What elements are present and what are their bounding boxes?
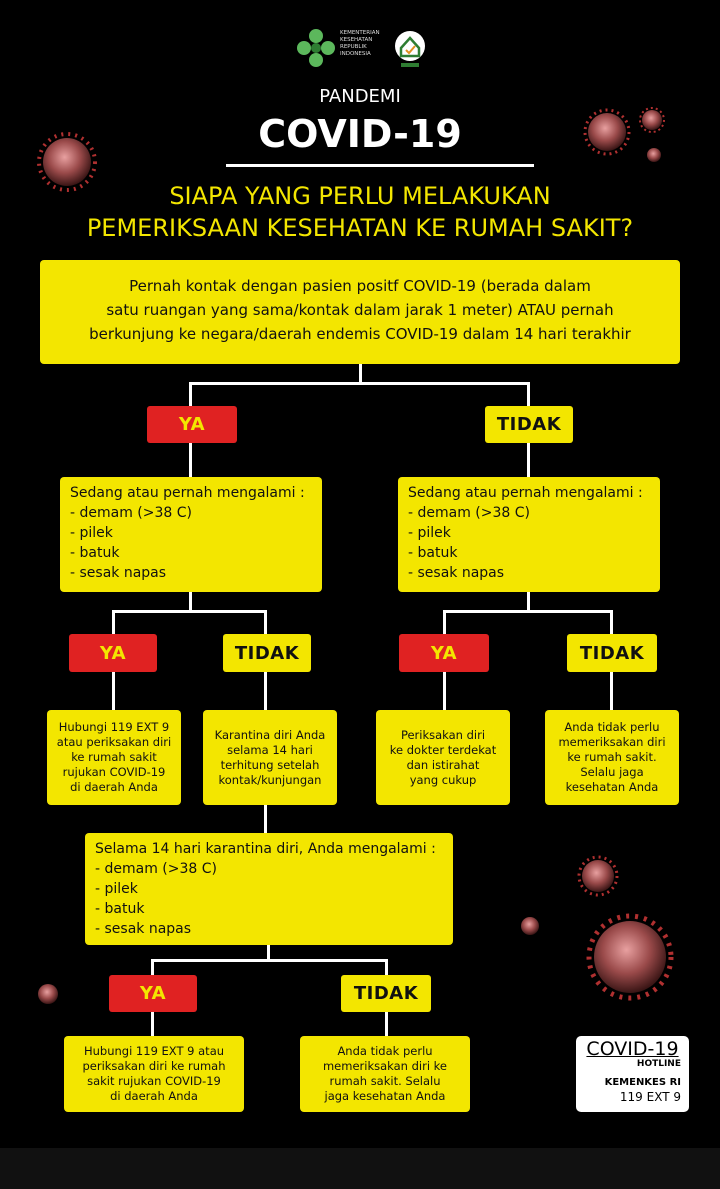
- outcome-box-hotline: [47, 710, 181, 805]
- question-line: PEMERIKSAAN KESEHATAN KE RUMAH SAKIT?: [86, 214, 634, 242]
- box-line: Periksakan diri: [400, 727, 486, 742]
- box-line: ke dokter terdekat: [389, 742, 497, 757]
- box-line: - sesak napas: [408, 565, 505, 581]
- box-line: ke rumah sakit.: [567, 750, 657, 764]
- hotline-title: COVID-19: [586, 1038, 679, 1060]
- question-line: SIAPA YANG PERLU MELAKUKAN: [169, 182, 551, 210]
- box-line: Sedang atau pernah mengalami :: [408, 485, 643, 501]
- box-line: memeriksakan diri: [558, 735, 666, 749]
- no-label: TIDAK: [341, 975, 431, 1012]
- box-line: - demam (>38 C): [70, 505, 193, 521]
- yes-label: YA: [399, 634, 489, 672]
- box-line: kesehatan Anda: [565, 780, 659, 794]
- box-line: - demam (>38 C): [408, 505, 531, 521]
- box-line: - sesak napas: [70, 565, 167, 581]
- logo-text-line: KEMENTERIAN: [340, 30, 380, 36]
- page-title: COVID-19: [258, 112, 462, 156]
- virus-icon: [579, 857, 617, 895]
- box-line: - sesak napas: [95, 921, 192, 937]
- no-label: TIDAK: [223, 634, 311, 672]
- box-line: - pilek: [95, 881, 138, 897]
- bottom-bar: [0, 1148, 720, 1189]
- box-line: - batuk: [95, 901, 145, 917]
- box-line: Selalu jaga: [580, 765, 644, 779]
- box-line: di daerah Anda: [110, 1089, 198, 1103]
- logo-text-line: KESEHATAN: [340, 37, 373, 43]
- symptoms-box-right: [398, 477, 660, 592]
- final-box-hotline: [64, 1036, 244, 1112]
- box-line: Anda tidak perlu: [337, 1044, 433, 1058]
- outcome-box-quarantine: [203, 710, 337, 805]
- box-line: periksakan diri ke rumah: [82, 1059, 226, 1073]
- box-line: selama 14 hari: [227, 742, 313, 757]
- logo-text-line: REPUBLIK: [340, 44, 367, 50]
- box-line: berkunjung ke negara/daerah endemis COVID-19 dalam 14 hari terakhir: [89, 325, 631, 343]
- yes-label: YA: [109, 975, 197, 1012]
- yes-label: YA: [69, 634, 157, 672]
- box-line: rujukan COVID-19: [62, 765, 166, 779]
- hotline-subtitle: HOTLINE: [636, 1059, 681, 1069]
- box-line: - demam (>38 C): [95, 861, 218, 877]
- box-line: memeriksakan diri ke: [322, 1059, 448, 1073]
- box-line: Hubungi 119 EXT 9 atau: [83, 1044, 225, 1058]
- box-line: - pilek: [70, 525, 113, 541]
- box-line: dan istirahat: [406, 757, 480, 772]
- virus-icon: [521, 917, 539, 935]
- subtitle: PANDEMI: [319, 86, 401, 107]
- box-line: jaga kesehatan Anda: [324, 1089, 446, 1103]
- final-box-no-need: [300, 1036, 470, 1112]
- box-line: rumah sakit. Selalu: [329, 1074, 441, 1088]
- box-line: satu ruangan yang sama/kontak dalam jarak 1 meter) ATAU pernah: [106, 301, 614, 319]
- question-heading: [0, 180, 720, 244]
- exposure-question-box: [40, 260, 680, 364]
- no-label: TIDAK: [567, 634, 657, 672]
- box-line: Selama 14 hari karantina diri, Anda mengalami :: [95, 841, 436, 857]
- box-line: Karantina diri Anda: [214, 727, 326, 742]
- box-line: - batuk: [408, 545, 458, 561]
- virus-icon: [38, 984, 58, 1004]
- box-line: ke rumah sakit: [71, 750, 157, 764]
- no-label: TIDAK: [485, 406, 573, 443]
- hotline-number: 119 EXT 9: [619, 1090, 681, 1104]
- box-line: sakit rujukan COVID-19: [87, 1074, 221, 1088]
- box-line: - batuk: [70, 545, 120, 561]
- hotline-org: KEMENKES RI: [604, 1077, 681, 1088]
- germas-logo-icon: [393, 28, 427, 70]
- box-line: atau periksakan diri: [56, 735, 172, 749]
- box-line: Pernah kontak dengan pasien positf COVID-19 (berada dalam: [129, 277, 591, 295]
- hotline-badge: [576, 1036, 689, 1112]
- yes-label: YA: [147, 406, 237, 443]
- box-line: kontak/kunjungan: [218, 772, 322, 787]
- box-line: yang cukup: [409, 772, 477, 787]
- box-line: Sedang atau pernah mengalami :: [70, 485, 305, 501]
- box-line: di daerah Anda: [70, 780, 158, 794]
- box-line: terhitung setelah: [220, 757, 320, 772]
- quarantine-symptoms-box: [85, 833, 453, 945]
- virus-icon: [589, 916, 671, 998]
- ministry-logo-text: [340, 30, 400, 58]
- box-line: Hubungi 119 EXT 9: [58, 720, 170, 734]
- title-underline: [226, 164, 534, 167]
- symptoms-box-left: [60, 477, 322, 592]
- outcome-box-no-need: [545, 710, 679, 805]
- box-line: - pilek: [408, 525, 451, 541]
- outcome-box-doctor: [376, 710, 510, 805]
- ministry-logo-icon: [294, 28, 338, 68]
- box-line: Anda tidak perlu: [564, 720, 660, 734]
- logo-text-line: INDONESIA: [340, 51, 371, 57]
